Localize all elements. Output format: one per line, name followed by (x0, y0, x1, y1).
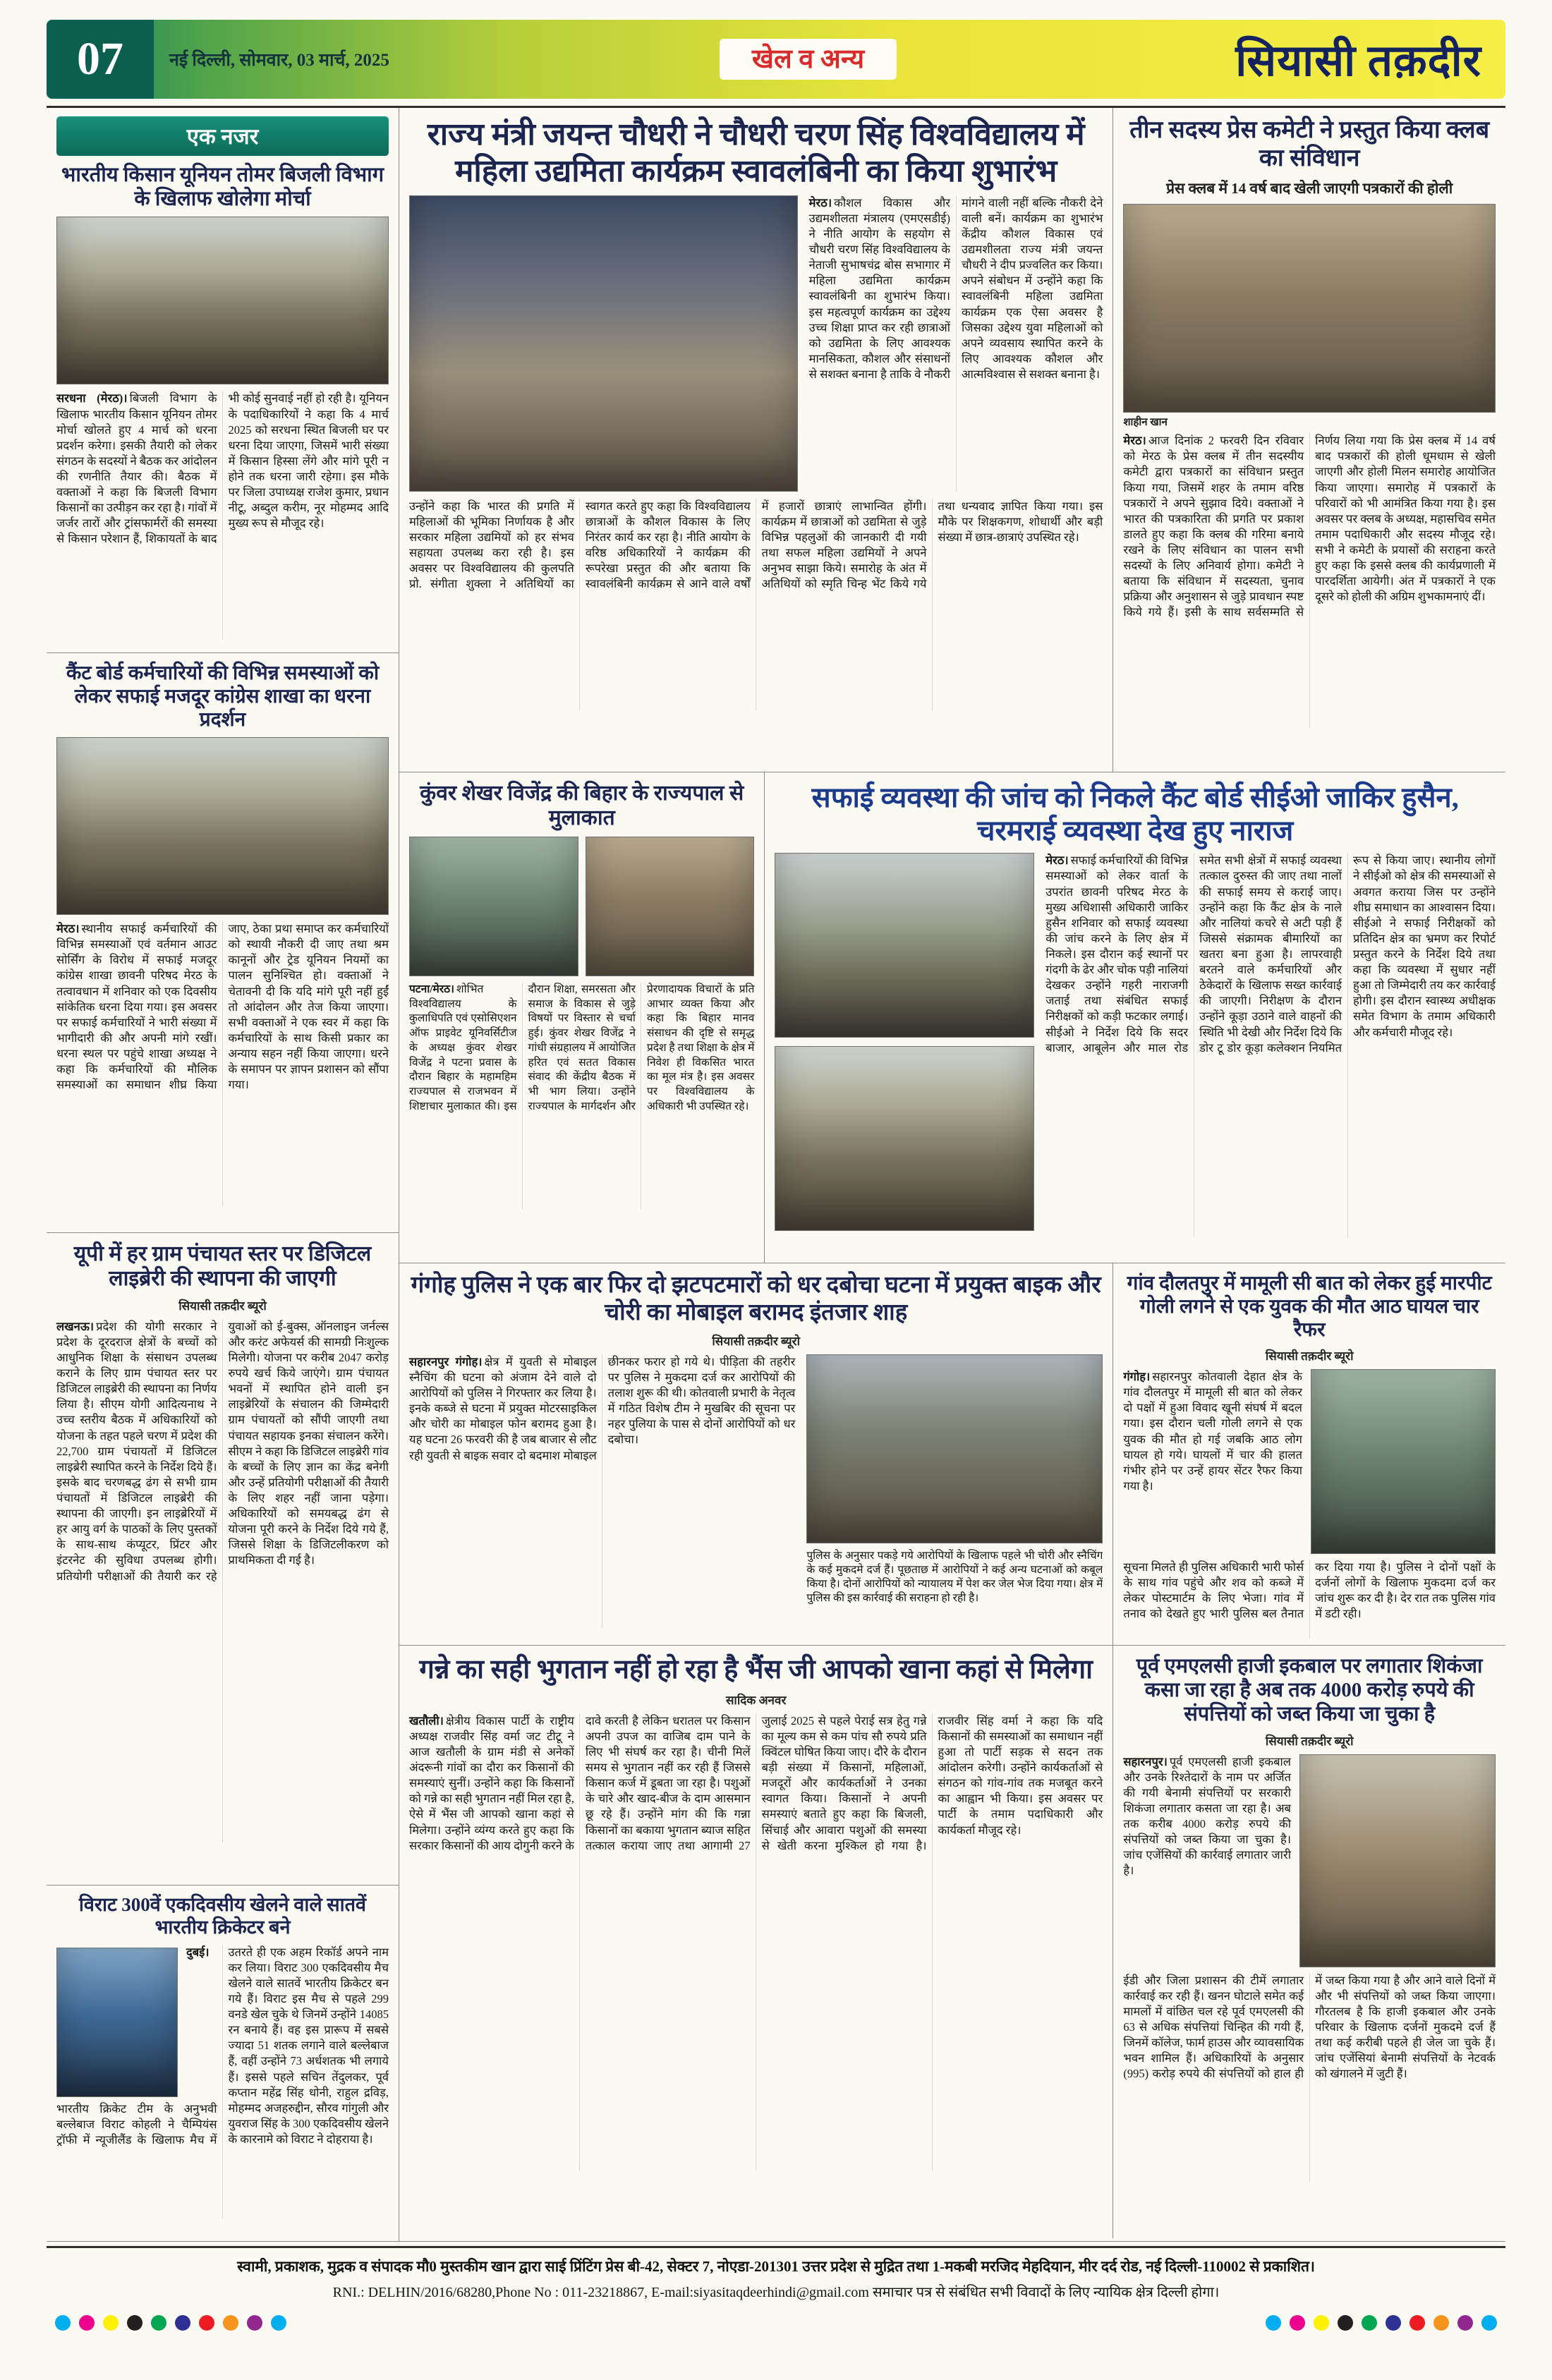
photo-caption: शाहीन खान (1123, 417, 1168, 429)
section-title: खेल व अन्य (720, 39, 897, 80)
page-content (47, 106, 1505, 2242)
safai-layout (775, 853, 1496, 1238)
row-bottom (399, 1646, 1505, 2238)
article-headline: पूर्व एमएलसी हाजी इकबाल पर लगातार शिकंजा कसा जा रहा है अब तक 4000 करोड़ रुपये की संपत्तियों को जब्त किया जा चुका है (1136, 1655, 1483, 1726)
article-body: पटना/मेरठ। शोभित विश्वविद्यालय के कुलाधिपति एवं एसोसिएशन ऑफ प्राइवेट यूनिवर्सिटीज के अध्यक्ष कुंवर शेखर विजेंद्र ने पटना प्रवास के दौरान बिहार के महामहिम राज्यपाल से राजभवन में शिष्टाचार मुलाकात की। इस दौरान शिक्षा, समरसता और समाज के विकास से जुड़े विषयों पर विस्तार से चर्चा हुई। कुंवर शेखर विजेंद्र ने गांधी संग्रहालय में आयोजित हरित एवं सतत विकास संवाद की केंद्रीय बैठक में भी भाग लिया। उन्होंने राज्यपाल के मार्गदर्शन और प्रेरणादायक विचारों के प्रति आभार व्यक्त किया और कहा कि बिहार मानव संसाधन की दृष्टि से समृद्ध प्रदेश है तथा शिक्षा के क्षेत्र में निवेश ही विकसित भारत का मूल मंत्र है। इस अवसर पर विश्वविद्यालय के अधिकारी भी उपस्थित रहे। (409, 983, 755, 1112)
article-byline: सादिक अनवर (725, 1693, 787, 1707)
article-headline: कुंवर शेखर विजेंद्र की बिहार के राज्यपाल से मुलाकात (420, 782, 744, 830)
article-digital-library (47, 1232, 399, 1885)
article-headline: विराट 300वें एकदिवसीय खेलने वाले सातवें भारतीय क्रिकेटर बने (78, 1894, 367, 1938)
article-dateline: खतौली। (409, 1713, 444, 1728)
photo-bku-meeting (56, 217, 389, 384)
photo-deceased-youth (1311, 1369, 1496, 1554)
print-registration-marks (0, 2301, 1552, 2331)
photo-swavlambini-stage (409, 195, 798, 492)
ek-nazar-label: एक नजर (56, 116, 389, 156)
left-column (47, 108, 399, 2241)
article-gangoh-police (399, 1263, 1113, 1645)
paper-name: सियासी तक़दीर (1235, 37, 1481, 85)
daulatpur-layout (1123, 1369, 1496, 1554)
masthead-strip (47, 20, 1505, 99)
row-lower (399, 1263, 1505, 1646)
article-dateline: मेरठ। (56, 922, 80, 936)
article-body: लखनऊ। प्रदेश की योगी सरकार ने प्रदेश के दूरदराज क्षेत्रों के बच्चों को आधुनिक शिक्षा के संसाधन उपलब्ध कराने के लिए ग्राम पंचायत स्तर पर डिजिटल लाइब्रेरी की स्थापना का निर्णय लिया है। सीएम योगी आदित्यनाथ ने उच्च स्तरीय बैठक में अधिकारियों को योजना के तहत पहले चरण में प्रदेश की 22,700 ग्राम पंचायतों में डिजिटल लाइब्रेरी स्थापित करने के निर्देश दिये हैं। इसके बाद चरणबद्ध ढंग से सभी ग्राम पंचायतों में डिजिटल लाइब्रेरी की स्थापना की जाएगी। इन लाइब्रेरियों में हर आयु वर्ग के पाठकों के लिए पुस्तकों के साथ-साथ कंप्यूटर, प्रिंटर और इंटरनेट की सुविधा उपलब्ध होगी। प्रतियोगी परीक्षाओं की तैयारी कर रहे युवाओं को ई-बुक्स, ऑनलाइन जर्नल्स और करंट अफेयर्स की सामग्री निःशुल्क मिलेगी। योजना पर करीब 2047 करोड़ रुपये खर्च किये जाएंगे। ग्राम पंचायत भवनों में स्थापित होने वाली इन लाइब्रेरियों के संचालन की जिम्मेदारी ग्राम पंचायतों को सौंपी जाएगी तथा पंचायत सहायक इनका संचालन करेंगे। सीएम ने कहा कि डिजिटल लाइब्रेरी गांव के बच्चों के लिए ज्ञान का केंद्र बनेगी और उन्हें प्रतियोगी परीक्षाओं की तैयारी के लिए शहर नहीं जाना पड़ेगा। अधिकारियों को समयबद्ध ढंग से योजना पूरी करने के निर्देश दिये गये हैं, जिससे शिक्षा के डिजिटलीकरण को प्राथमिकता दी गई है। (56, 1319, 389, 1583)
article-body: मेरठ। कौशल विकास और उद्यमशीलता मंत्रालय (एमएसडीई) ने नीति आयोग के सहयोग से चौधरी चरण सिंह विश्वविद्यालय के नेताजी सुभाषचंद्र बोस सभागार में महिला उद्यमिता कार्यक्रम स्वावलंबिनी का शुभारंभ किया। इस महत्वपूर्ण कार्यक्रम का उद्देश्य उच्च शिक्षा प्राप्त कर रही छात्राओं को उद्यमिता के लिए आवश्यक मानसिकता, कौशल और संसाधनों से सशक्त बनाना है ताकि वे नौकरी मांगने वाली नहीं बल्कि नौकरी देने वाली बनें। कार्यक्रम का शुभारंभ केंद्रीय कौशल विकास एवं उद्यमशीलता राज्य मंत्री जयन्त चौधरी ने दीप प्रज्वलित कर किया। अपने संबोधन में उन्होंने कहा कि स्वावलंबिनी महिला उद्यमिता कार्यक्रम एक ऐसा अवसर है जिसका उद्देश्य युवा महिलाओं को अपने व्यवसाय स्थापित करने के लिए आवश्यक कौशल और आत्मविश्वास से सशक्त बनाना है। (808, 195, 1103, 382)
photo-virat-kohli (56, 1948, 178, 2097)
color-marks-right (1266, 2315, 1497, 2331)
photo-haji-iqbal (1299, 1754, 1496, 1967)
photo-press-club (1123, 204, 1496, 413)
article-headline: सफाई व्यवस्था की जांच को निकले कैंट बोर्ड सीईओ जाकिर हुसैन, चरमराई व्यवस्था देख हुए नाराज (811, 782, 1459, 847)
photo-arrested-snatchers (806, 1354, 1103, 1543)
article-body: खतौली। क्षेत्रीय विकास पार्टी के राष्ट्रीय अध्यक्ष राजवीर सिंह वर्मा जट टीटू ने आज खतौली के ग्राम मंडी से अनेकों अंदरूनी गांवों का दौरा कर किसानों की समस्याएं सुनीं। उन्होंने कहा कि किसानों को गन्ने का सही भुगतान नहीं मिल रहा है, ऐसे में भैंस जी आपको खाना कहां से मिलेगा। उन्होंने व्यंग्य करते हुए कहा कि सरकार किसानों की आय दोगुनी करने के दावे करती है लेकिन धरातल पर किसान अपनी उपज का वाजिब दाम पाने के लिए भी संघर्ष कर रहा है। चीनी मिलें समय से भुगतान नहीं कर रही हैं जिससे किसान कर्ज में डूबता जा रहा है। पशुओं के चारे और खाद-बीज के दाम आसमान छू रहे हैं। उन्होंने मांग की कि गन्ना किसानों का बकाया भुगतान ब्याज सहित तत्काल कराया जाए तथा आगामी 27 जुलाई 2025 से पहले पेराई सत्र हेतु गन्ने का मूल्य कम से कम पांच सौ रुपये प्रति क्विंटल घोषित किया जाए। दौरे के दौरान बड़ी संख्या में किसानों, महिलाओं, मजदूरों और कार्यकर्ताओं ने उनका स्वागत किया। किसानों ने अपनी समस्याएं बताते हुए कहा कि बिजली, सिंचाई और आवारा पशुओं की समस्या से खेती करना मुश्किल हो गया है। राजवीर सिंह वर्मा ने कहा कि यदि किसानों की समस्याओं का समाधान नहीं हुआ तो पार्टी सड़क से सदन तक आंदोलन करेगी। उन्होंने कार्यकर्ताओं से संगठन को गांव-गांव तक मजबूत करने का आह्वान भी किया। इस अवसर पर पार्टी के तमाम पदाधिकारी और कार्यकर्ता मौजूद रहे। (409, 1713, 1103, 1852)
row-middle (399, 772, 1505, 1263)
article-swavlambini (399, 108, 1113, 772)
gangoh-layout (409, 1354, 1103, 1628)
iqbal-layout (1123, 1754, 1496, 1967)
article-body: सहारनपुर। पूर्व एमएलसी हाजी इकबाल और उनके रिश्तेदारों के नाम पर अर्जित की गयी बेनामी संपत्तियों पर सरकारी शिकंजा लगातार कसता जा रहा है। अब तक करीब 4000 करोड़ रुपये की संपत्तियों को जब्त किया जा चुका है। जांच एजेंसियों की कार्रवाई लगातार जारी है। (1123, 1754, 1291, 1878)
article-dateline: मेरठ। (1123, 434, 1146, 448)
article-dateline: पटना/मेरठ। (409, 983, 455, 995)
article-body-continued: पुलिस के अनुसार पकड़े गये आरोपियों के खिलाफ पहले भी चोरी और स्नैचिंग के कई मुकदमे दर्ज हैं। पूछताछ में आरोपियों ने कई अन्य घटनाओं को कबूल किया है। दोनों आरोपियों को न्यायालय में पेश कर जेल भेज दिया गया। क्षेत्र में पुलिस की इस कार्रवाई की सराहना हो रही है। (806, 1549, 1103, 1605)
article-headline: यूपी में हर ग्राम पंचायत स्तर पर डिजिटल लाइब्रेरी की स्थापना की जाएगी (73, 1242, 372, 1291)
article-kunwar-shekhar (399, 772, 764, 1263)
photo-garbage-site (775, 1046, 1034, 1231)
photo-governor-meeting (586, 837, 755, 976)
article-haji-iqbal (1113, 1646, 1505, 2238)
photo-kunwar-shekhar (409, 837, 578, 976)
article-daulatpur-firing (1113, 1263, 1505, 1645)
rni-contact-line: RNI.: DELHIN/2016/68280,Phone No : 011-23218867, E-mail:siyasitaqdeerhindi@gmail.com समाचार पत्र से संबंधित सभी विवादों के लिए न्यायिक क्षेत्र दिल्ली होगा। (332, 2285, 1220, 2300)
article-sugarcane-payment (399, 1646, 1113, 2238)
article-byline: सियासी तक़दीर ब्यूरो (1265, 1349, 1354, 1364)
article-dateline: मेरठ। (808, 195, 832, 210)
right-region (399, 108, 1505, 2241)
article-virat-kohli (47, 1885, 399, 2241)
article-headline: गंगोह पुलिस ने एक बार फिर दो झटपटमारों को धर दबोचा घटना में प्रयुक्त बाइक और चोरी का मोबाइल बरामद इंतजार शाह (411, 1273, 1101, 1325)
article-byline: सियासी तक़दीर ब्यूरो (178, 1299, 267, 1313)
article-dateline: दुबई। (186, 1945, 210, 1959)
article-dateline: गंगोह। (1123, 1370, 1151, 1384)
article-body: सरधना (मेरठ)। बिजली विभाग के खिलाफ भारतीय किसान यूनियन तोमर मोर्चा खोलते हुए 4 मार्च को धरना प्रदर्शन करेगा। इसकी तैयारी को लेकर संगठन के सदस्यों ने बैठक कर आंदोलन की रणनीति तैयार की। बैठक में वक्ताओं ने कहा कि बिजली विभाग किसानों का उत्पीड़न कर रहा है। गांवों में जर्जर तारों और ट्रांसफार्मरों की समस्या से किसान परेशान हैं, शिकायतों के बाद भी कोई सुनवाई नहीं हो रही है। यूनियन के पदाधिकारियों ने कहा कि 4 मार्च 2025 को सरधना स्थित बिजली घर पर धरना दिया जाएगा, जिसमें भारी संख्या में किसान हिस्सा लेंगे और मांगे पूरी न होने तक धरना जारी रहेगा। इस मौके पर जिला उपाध्यक्ष राजेश कुमार, प्रधान नीटू, अब्दुल करीम, नूर मोहम्मद आदि मुख्य रूप से मौजूद रहे। (56, 391, 389, 546)
article-body: सहारनपुर गंगोह। क्षेत्र में युवती से मोबाइल स्नैचिंग की घटना को अंजाम देने वाले दो आरोपियों को पुलिस ने गिरफ्तार कर लिया है। इनके कब्जे से घटना में प्रयुक्त मोटरसाइकिल और चोरी का मोबाइल फोन बरामद हुआ है। यह घटना 26 फरवरी की है जब बाजार से लौट रही युवती से बाइक सवार दो बदमाश मोबाइल छीनकर फरार हो गये थे। पीड़िता की तहरीर पर पुलिस ने मुकदमा दर्ज कर आरोपियों की तलाश शुरू की थी। कोतवाली प्रभारी के नेतृत्व में गठित विशेष टीम ने मुखबिर की सूचना पर नहर पुलिया के पास से दोनों आरोपियों को धर दबोचा। (409, 1354, 796, 1462)
gangoh-photo-block (806, 1354, 1103, 1628)
article-headline: तीन सदस्य प्रेस कमेटी ने प्रस्तुत किया क्लब का संविधान (1129, 117, 1490, 172)
article-headline: राज्य मंत्री जयन्त चौधरी ने चौधरी चरण सिंह विश्वविद्यालय में महिला उद्यमिता कार्यक्रम स्वावलंबिनी का किया शुभारंभ (427, 117, 1085, 188)
article-body: मेरठ। आज दिनांक 2 फरवरी दिन रविवार को मेरठ के प्रेस क्लब में तीन सदस्यीय कमेटी द्वारा पत्रकारों का संविधान प्रस्तुत किया गया, जिसमें शहर के तमाम वरिष्ठ पत्रकारों ने अपने सुझाव दिये। वक्ताओं ने भारत की पत्रकारिता की प्रगति पर प्रकाश डालते हुए कहा कि क्लब की गरिमा बनाये रखने के लिए संविधान का पालन सभी सदस्यों के लिए अनिवार्य होगा। कमेटी ने बताया कि संविधान में सदस्यता, चुनाव प्रक्रिया और अनुशासन से जुड़े प्रावधान स्पष्ट किये गये हैं। इसी के साथ सर्वसम्मति से निर्णय लिया गया कि प्रेस क्लब में 14 वर्ष बाद पत्रकारों की होली धूमधाम से खेली जाएगी और होली मिलन समारोह आयोजित किया जाएगा। समारोह में पत्रकारों के परिवारों को भी आमंत्रित किया गया है। इस अवसर पर क्लब के अध्यक्ष, महासचिव समेत तमाम पदाधिकारी और सदस्य मौजूद रहे। सभी ने कमेटी के प्रयासों की सराहना करते हुए कहा कि इससे क्लब की कार्यप्रणाली में पारदर्शिता आयेगी। अंत में पत्रकारों ने एक दूसरे को होली की अग्रिम शुभकामनाएं दीं। (1123, 434, 1496, 619)
article-dateline: मेरठ। (1045, 854, 1069, 868)
photo-cantt-dharna (56, 737, 389, 915)
article-headline: गन्ने का सही भुगतान नहीं हो रहा है भैंस जी आपको खाना कहां से मिलेगा (419, 1655, 1093, 1684)
kunwar-photos (409, 837, 754, 976)
article-cantt-dharna (47, 652, 399, 1232)
article-body: मेरठ। सफाई कर्मचारियों की विभिन्न समस्याओं को लेकर वार्ता के उपरांत छावनी परिषद मेरठ के मुख्य अधिशासी अधिकारी जाकिर हुसैन शनिवार को सफाई व्यवस्था की जांच करने के लिए क्षेत्र में निकले। इस दौरान कई स्थानों पर गंदगी के ढेर और चोक पड़ी नालियां देखकर उन्होंने गहरी नाराजगी जताई तथा संबंधित सफाई निरीक्षकों को कड़ी फटकार लगाई। सीईओ ने निर्देश दिये कि सदर बाजार, आबूलेन और माल रोड समेत सभी क्षेत्रों में सफाई व्यवस्था तत्काल दुरुस्त की जाए तथा नालों की सफाई समय से कराई जाए। उन्होंने कहा कि कैंट क्षेत्र के नाले और नालियां कचरे से अटी पड़ी हैं जिससे संक्रामक बीमारियों का खतरा बना हुआ है। लापरवाही बरतने वाले कर्मचारियों और ठेकेदारों के खिलाफ सख्त कार्रवाई की जाएगी। निरीक्षण के दौरान उन्होंने कूड़ा उठाने वाले वाहनों की स्थिति भी देखी और निर्देश दिये कि डोर टू डोर कूड़ा कलेक्शन नियमित रूप से किया जाए। स्थानीय लोगों ने सीईओ को क्षेत्र की समस्याओं से अवगत कराया जिस पर उन्होंने शीघ्र समाधान का आश्वासन दिया। सीईओ ने सफाई निरीक्षकों को प्रतिदिन क्षेत्र का भ्रमण कर रिपोर्ट प्रस्तुत करने के निर्देश दिये तथा कहा कि व्यवस्था में सुधार नहीं हुआ तो जिम्मेदारी तय कर कार्रवाई होगी। इस दौरान स्वास्थ्य अधीक्षक समेत विभाग के तमाम अधिकारी और कर्मचारी मौजूद रहे। (1045, 854, 1496, 1055)
photo-ceo-inspection (775, 853, 1034, 1038)
article-byline: सियासी तक़दीर ब्यूरो (1265, 1734, 1354, 1748)
article-dateline: सहारनपुर गंगोह। (409, 1354, 483, 1368)
article-press-committee (1113, 108, 1505, 772)
article-dateline: सरधना (मेरठ)। (56, 391, 128, 406)
imprint-line: स्वामी, प्रकाशक, मुद्रक व संपादक मौ0 मुस्तकीम खान द्वारा साई प्रिंटिंग प्रेस बी-42, सेक्टर 7, नोएडा-201301 उत्तर प्रदेश से मुद्रित तथा 1-मकबी मरजिद मेहदियान, मीर दर्द रोड, नई दिल्ली-110002 से प्रकाशित। (237, 2258, 1315, 2275)
article-bku-protest (47, 108, 399, 652)
section-header-wrap (405, 20, 1211, 99)
article-headline: भारतीय किसान यूनियन तोमर बिजली विभाग के खिलाफ खोलेगा मोर्चा (61, 164, 384, 211)
article-body: दुबई।भारतीय क्रिकेट टीम के अनुभवी बल्लेबाज विराट कोहली ने चैम्पियंस ट्रॉफी में न्यूजीलैंड के खिलाफ मैच में उतरते ही एक अहम रिकॉर्ड अपने नाम कर लिया। विराट 300 एकदिवसीय मैच खेलने वाले सातवें भारतीय क्रिकेटर बन गये हैं। विराट इस मैच से पहले 299 वनडे खेल चुके थे जिनमें उन्होंने 14085 रन बनाये हैं। वह इस प्रारूप में सबसे ज्यादा 51 शतक लगाने वाले बल्लेबाज हैं, वहीं उन्होंने 73 अर्धशतक भी लगाये हैं। इससे पहले सचिन तेंदुलकर, पूर्व कप्तान महेंद्र सिंह धोनी, राहुल द्रविड़, मोहम्मद अजहरुद्दीन, सौरव गांगुली और युवराज सिंह के 300 एकदिवसीय खेलने के कारनामे को विराट ने दोहराया है। (56, 1945, 389, 2147)
edition-dateline: नई दिल्ली, सोमवार, 03 मार्च, 2025 (169, 51, 389, 70)
page-number: 07 (47, 20, 154, 99)
main-article-top (409, 195, 1103, 492)
article-headline: कैंट बोर्ड कर्मचारियों की विभिन्न समस्याओं को लेकर सफाई मजदूर कांग्रेस शाखा का धरना प्रदर्शन (66, 662, 380, 731)
article-body: गंगोह। सहारनपुर कोतवाली देहात क्षेत्र के गांव दौलतपुर में मामूली सी बात को लेकर दो पक्षों में हुआ विवाद खूनी संघर्ष में बदल गया। इस दौरान चली गोली लगने से एक युवक की मौत हो गई जबकि आठ लोग घायल हो गये। घायलों में चार की हालत गंभीर होने पर उन्हें हायर सेंटर रैफर किया गया है। (1123, 1370, 1302, 1493)
imprint-footer (47, 2246, 1505, 2301)
article-safai-inspection (764, 772, 1505, 1263)
article-body-continued: उन्होंने कहा कि भारत की प्रगति में महिलाओं की भूमिका निर्णायक है और सरकार महिला उद्यमियों को हर संभव सहायता उपलब्ध करा रही है। इस अवसर पर विश्वविद्यालय की कुलपति प्रो. संगीता शुक्ला ने अतिथियों का स्वागत करते हुए कहा कि विश्वविद्यालय छात्राओं के कौशल विकास के लिए निरंतर कार्य कर रहा है। नीति आयोग के वरिष्ठ अधिकारियों ने कार्यक्रम की रूपरेखा प्रस्तुत की और बताया कि स्वावलंबिनी कार्यक्रम से आने वाले वर्षों में हजारों छात्राएं लाभान्वित होंगी। कार्यक्रम में छात्राओं को उद्यमिता से जुड़े विभिन्न पहलुओं की जानकारी दी गयी तथा सफल महिला उद्यमियों ने अपने अनुभव साझा किये। समारोह के अंत में अतिथियों को स्मृति चिन्ह भेंट किये गये तथा धन्यवाद ज्ञापित किया गया। इस मौके पर शिक्षकगण, शोधार्थी और बड़ी संख्या में छात्र-छात्राएं उपस्थित रहे। (409, 499, 1103, 591)
safai-photos (775, 853, 1034, 1238)
article-headline: गांव दौलतपुर में मामूली सी बात को लेकर हुई मारपीट गोली लगने से एक युवक की मौत आठ घायल चार रैफर (1127, 1273, 1492, 1342)
article-byline: सियासी तक़दीर ब्यूरो (712, 1334, 800, 1348)
article-body-continued: ईडी और जिला प्रशासन की टीमें लगातार कार्रवाई कर रही हैं। खनन घोटाले समेत कई मामलों में वांछित चल रहे पूर्व एमएलसी की 63 से अधिक संपत्तियां चिन्हित की गयी हैं, जिनमें कॉलेज, फार्म हाउस और व्यावसायिक भवन शामिल हैं। अधिकारियों के अनुसार (995) करोड़ रुपये की संपत्तियों को हाल ही में जब्त किया गया है और आने वाले दिनों में और भी संपत्तियों को जब्त किया जाएगा। गौरतलब है कि हाजी इकबाल और उनके परिवार के खिलाफ दर्जनों मुकदमे दर्ज हैं तथा कई करीबी पहले ही जेल जा चुके हैं। जांच एजेंसियां बेनामी संपत्तियों के नेटवर्क को खंगालने में जुटी हैं। (1123, 1973, 1496, 2081)
article-subhead: प्रेस क्लब में 14 वर्ष बाद खेली जाएगी पत्रकारों की होली (1166, 180, 1453, 198)
row-top (399, 108, 1505, 772)
article-body-continued: सूचना मिलते ही पुलिस अधिकारी भारी फोर्स के साथ गांव पहुंचे और शव को कब्जे में लेकर पोस्टमार्टम के लिए भेजा। गांव में तनाव को देखते हुए भारी पुलिस बल तैनात कर दिया गया है। पुलिस ने दोनों पक्षों के दर्जनों लोगों के खिलाफ मुकदमा दर्ज कर जांच शुरू कर दी है। देर रात तक पुलिस गांव में डटी रही। (1123, 1560, 1496, 1621)
article-dateline: लखनऊ। (56, 1319, 95, 1333)
article-body: मेरठ। स्थानीय सफाई कर्मचारियों की विभिन्न समस्याओं एवं वर्तमान आउट सोर्सिंग के विरोध में सफाई मजदूर कांग्रेस शाखा छावनी परिषद मेरठ के तत्वावधान में शनिवार को एक दिवसीय सांकेतिक धरना दिया गया। इस अवसर पर सफाई कर्मचारियों ने भारी संख्या में भागीदारी की और अपनी मांगे रखीं। धरना स्थल पर पहुंचे शाखा अध्यक्ष ने कहा कि कर्मचारियों की मौलिक समस्याओं का समाधान शीघ्र किया जाए, ठेका प्रथा समाप्त कर कर्मचारियों को स्थायी नौकरी दी जाए तथा श्रम कानूनों और ट्रेड यूनियन नियमों का पालन सुनिश्चित हो। वक्ताओं ने चेतावनी दी कि यदि मांगे पूरी नहीं हुईं तो आंदोलन और तेज किया जाएगा। सभी वक्ताओं ने एक स्वर में कहा कि कर्मचारियों के साथ किसी प्रकार का अन्याय सहन नहीं किया जाएगा। धरने के समापन पर ज्ञापन प्रशासन को सौंपा गया। (56, 922, 389, 1092)
color-marks-left (55, 2315, 286, 2331)
article-dateline: सहारनपुर। (1123, 1754, 1168, 1768)
